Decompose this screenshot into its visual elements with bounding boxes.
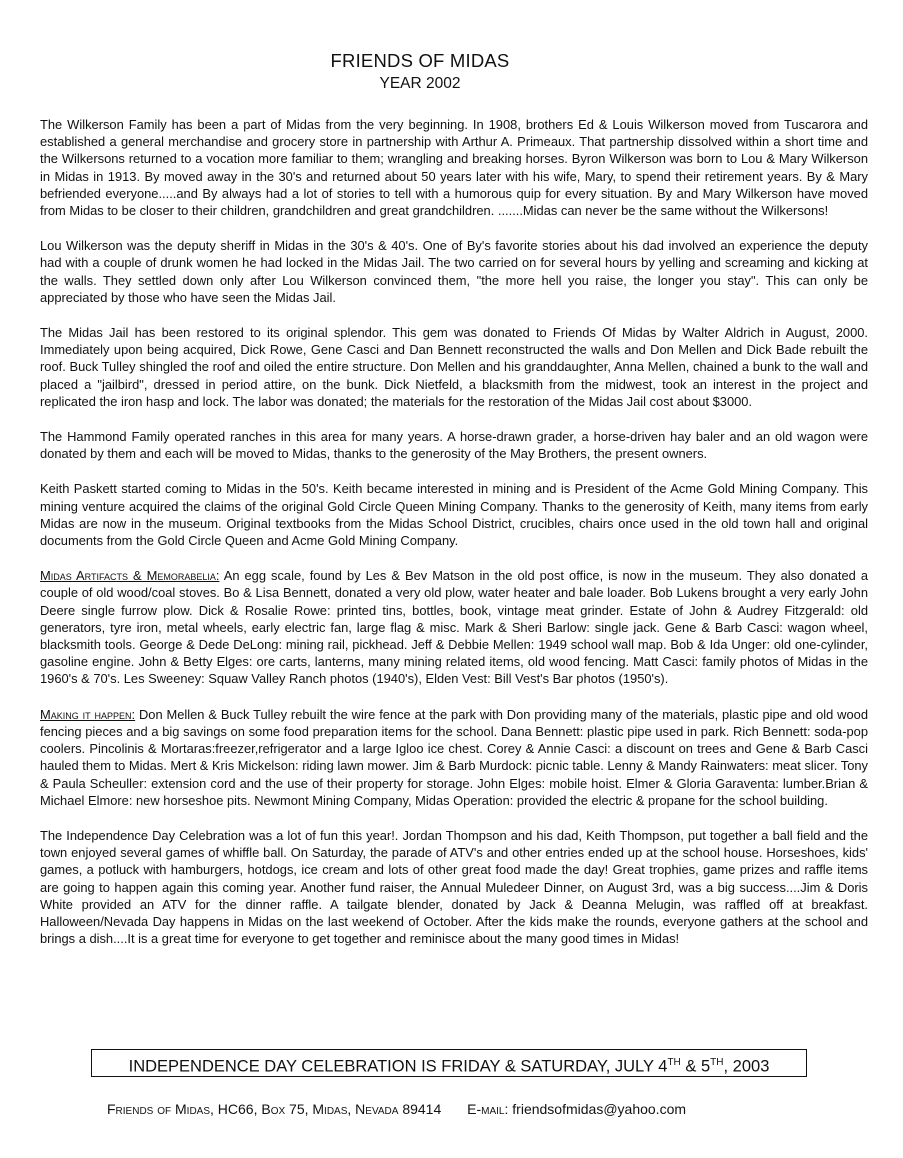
banner-superscript: TH <box>710 1057 724 1068</box>
banner-text: , 2003 <box>723 1057 770 1076</box>
paragraph-lead: Making it happen: <box>40 706 136 722</box>
paragraph-wilkerson-family <box>40 116 868 219</box>
banner-text: INDEPENDENCE DAY CELEBRATION IS FRIDAY & SATURDAY, JULY 4 <box>128 1057 668 1076</box>
page-subtitle: YEAR 2002 <box>379 75 461 92</box>
page-title: FRIENDS OF MIDAS <box>330 50 510 71</box>
paragraph-lead: Midas Artifacts & Memorabelia: <box>40 568 220 584</box>
newsletter-body <box>40 116 868 965</box>
footer-email-link[interactable]: friendsofmidas@yahoo.com <box>512 1101 687 1117</box>
paragraph-text: The Independence Day Celebration was a lot of fun this year!. Jordan Thompson and his dad, Keith Thompson, put together a ball field and the town enjoyed several games of whiffle ball. On Saturday, the parade of ATV's and other entries ended up at the school house. Horseshoes, kids' games, a potluck with hamburgers, hotdogs, ice cream and lots of other great food made the day! Great trophies, game prizes and raffle items are going to happen again this coming year. Another fund raiser, the Annual Muledeer Dinner, on August 3rd, was a big success....Jim & Doris White provided an ATV for the dinner raffle. A tailgate blender, donated by Jack & Deanna Melugin, was raffled off at breakfast. Halloween/Nevada Day happens in Midas on the last weekend of October. After the kids make the rounds, everyone gathers at the school and brings a dish....It is a great time for everyone to get together and reminisce about the many good times in Midas! <box>40 827 868 947</box>
banner-superscript: TH <box>667 1057 681 1068</box>
paragraph-artifacts <box>40 567 868 687</box>
footer-address: Friends of Midas, HC66, Box 75, Midas, Nevada 89414 <box>107 1101 442 1117</box>
paragraph-text: The Midas Jail has been restored to its original splendor. This gem was donated to Friends Of Midas by Walter Aldrich in August, 2000. Immediately upon being acquired, Dick Rowe, Gene Casci and Dan Bennett reconstructed the walls and Don Mellen and Dick Bade rebuilt the roof. Buck Tulley shingled the roof and oiled the entire structure. Don Mellen and his granddaughter, Anna Mellen, chained a bunk to the wall and placed a "jailbird", dressed in period attire, on the bunk. Dick Nietfeld, a blacksmith from the midwest, took an interest in the project and replicated the iron hasp and lock. The labor was donated; the materials for the restoration of the Midas Jail cost about $3000. <box>40 325 868 409</box>
banner-text: & 5 <box>680 1057 711 1076</box>
event-banner <box>91 1049 807 1077</box>
footer-email-label: E-mail: <box>467 1101 509 1117</box>
paragraph-text: Lou Wilkerson was the deputy sheriff in Midas in the 30's & 40's. One of By's favorite stories about his dad involved an experience the deputy had with a couple of drunk women he had locked in the Midas Jail. The two carried on for several hours by yelling and screaming and kicking at the walls. They settled down only after Lou Wilkerson convinced them, "the more hell you raise, the longer you stay". This can only be appreciated by those who have seen the Midas Jail. <box>40 238 868 305</box>
paragraph-text: The Hammond Family operated ranches in this area for many years. A horse-drawn grader, a horse-driven hay baler and an old wagon were donated by them and each will be moved to Midas, thanks to the generosity of the May Brothers, the present owners. <box>40 429 868 462</box>
paragraph-independence-day <box>40 827 868 947</box>
footer <box>107 1101 807 1117</box>
paragraph-text: The Wilkerson Family has been a part of Midas from the very beginning. In 1908, brothers Ed & Louis Wilkerson moved from Tuscarora and established a general merchandise and grocery store in partnership with Arthur A. Primeaux. That partnership dissolved within a short time and the Wilkersons returned to a vocation more familiar to them; wrangling and breaking horses. Byron Wilkerson was born to Lou & Mary Wilkerson in Midas in 1913. By moved away in the 30's and returned about 50 years later with his wife, Mary, to spend their retirement years. By & Mary befriended everyone.....and By always had a lot of stories to tell with a humorous quip for every situation. By and Mary Wilkerson have moved from Midas to be closer to their children, grandchildren and great grandchildren. .......Midas can never be the same without the Wilkersons! <box>40 117 868 219</box>
paragraph-text: Don Mellen & Buck Tulley rebuilt the wire fence at the park with Don providing many of the materials, plastic pipe and old wood fencing pieces and a big savings on some food preparation items for the school. Dana Bennett: plastic pipe used in park. Rich Bennett: soda-pop coolers. Pincolinis & Mortaras:freezer,refrigerator and a large Igloo ice chest. Corey & Annie Casci: a discount on trees and Gene & Barb Casci hauled them to Midas. Mert & Kris Mickelson: riding lawn mower. Jim & Barb Murdock: picnic table. Lenny & Mandy Rainwaters: meat slicer. Tony & Paula Scheuller: extension cord and the use of their property for storage. John Elges: mobile hoist. Elmer & Gloria Garaventa: lumber.Brian & Michael Elmore: new horseshoe pits. Newmont Mining Company, Midas Operation: provided the electric & propane for the school building. <box>40 706 868 808</box>
paragraph-keith-paskett <box>40 480 868 549</box>
paragraph-hammond-family <box>40 428 868 462</box>
paragraph-lou-wilkerson <box>40 237 868 306</box>
paragraph-midas-jail <box>40 324 868 410</box>
paragraph-text: Keith Paskett started coming to Midas in the 50's. Keith became interested in mining and is President of the Acme Gold Mining Company. This mining venture acquired the claims of the original Gold Circle Queen Mining Company. Thanks to the generosity of Keith, many items from early Midas are now in the museum. Original textbooks from the Midas School District, crucibles, chairs once used in the old town hall and original documents from the Gold Circle Queen and Acme Gold Mining Company. <box>40 481 868 549</box>
paragraph-text: An egg scale, found by Les & Bev Matson in the old post office, is now in the museum. They also donated a couple of old wood/coal stoves. Bo & Lisa Bennett, donated a very old plow, water heater and bale loader. Bob Lukens brought a very early John Deere single furrow plow. Dick & Rosalie Rowe: printed tins, bottles, book, vintage meat grinder. Estate of John & Audrey Fitzgerald: old generators, tyre iron, metal wheels, early electric fan, large flag & misc. Mark & Sheri Barlow: single jack. Gene & Barb Casci: wagon wheel, blacksmith tools. George & Dede DeLong: mining rail, pickhead. Jeff & Debbie Mellen: 1949 school wall map. Bob & Ida Unger: old one-cylinder, gasoline engine. John & Betty Elges: ore carts, lanterns, many mining related items, old wood fencing. Matt Casci: family photos of Midas in the 1960's & 70's. Les Sweeney: Squaw Valley Ranch photos (1940's), Elden Vest: Bill Vest's Bar photos (1950's). <box>40 568 868 687</box>
paragraph-making-it-happen <box>40 706 868 809</box>
